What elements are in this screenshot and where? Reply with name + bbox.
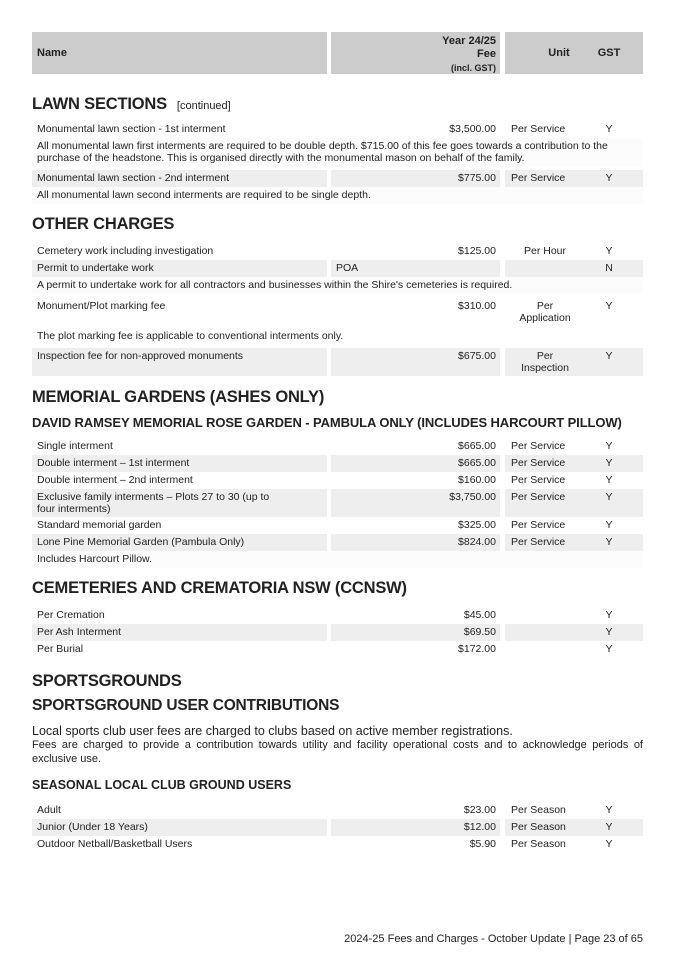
table-row bbox=[32, 121, 643, 138]
header-fee bbox=[331, 32, 500, 74]
fee-name: Per Cremation bbox=[37, 609, 105, 621]
fee-amount: $12.00 bbox=[331, 819, 500, 836]
fee-unit: Per Service bbox=[511, 474, 566, 486]
table-row bbox=[32, 260, 643, 277]
subsection-title-rose-garden: DAVID RAMSEY MEMORIAL ROSE GARDEN - PAMBULA ONLY (INCLUDES HARCOURT PILLOW) bbox=[32, 415, 622, 430]
table-row bbox=[32, 534, 643, 551]
fee-gst: N bbox=[585, 260, 643, 277]
fee-name: Per Ash Interment bbox=[32, 624, 327, 641]
fee-amount: $5.90 bbox=[469, 838, 496, 850]
fee-name: Permit to undertake work bbox=[32, 260, 327, 277]
fee-unit-line1: Per bbox=[536, 300, 554, 312]
fee-amount: POA bbox=[331, 260, 500, 277]
table-row bbox=[32, 819, 643, 836]
fee-name: Lone Pine Memorial Garden (Pambula Only) bbox=[32, 534, 327, 551]
fee-unit bbox=[505, 348, 585, 376]
continued-label: [continued] bbox=[176, 100, 231, 112]
fee-name: Outdoor Netball/Basketball Users bbox=[37, 838, 193, 850]
fee-name: Monumental lawn section - 2nd interment bbox=[32, 170, 327, 187]
fee-amount: $45.00 bbox=[463, 609, 496, 621]
sportsgrounds-intro: Local sports club user fees are charged to clubs based on active member registrations. bbox=[32, 724, 513, 738]
fee-gst: Y bbox=[585, 489, 643, 517]
header-unit-gst bbox=[505, 32, 643, 74]
fee-amount: $310.00 bbox=[458, 300, 496, 312]
fee-gst: Y bbox=[585, 348, 643, 376]
fee-unit-line2: Inspection bbox=[521, 362, 569, 374]
fee-unit: Per Service bbox=[511, 519, 566, 531]
fee-unit bbox=[505, 624, 585, 641]
table-row bbox=[32, 624, 643, 641]
fee-unit bbox=[505, 298, 585, 326]
lawn-title-text: LAWN SECTIONS bbox=[32, 95, 167, 113]
fee-name: Junior (Under 18 Years) bbox=[32, 819, 327, 836]
table-row bbox=[32, 455, 643, 472]
fee-amount: $665.00 bbox=[458, 440, 496, 452]
fee-gst: Y bbox=[605, 838, 613, 850]
table-row bbox=[32, 802, 643, 819]
fee-gst: Y bbox=[585, 624, 643, 641]
seasonal-table bbox=[32, 802, 643, 853]
fee-unit-line2: Application bbox=[519, 312, 571, 324]
table-row bbox=[32, 607, 643, 624]
fee-unit: Per Service bbox=[505, 489, 585, 517]
fee-unit-line1: Per bbox=[536, 350, 554, 362]
fee-amount: $125.00 bbox=[458, 245, 496, 257]
fee-amount: $325.00 bbox=[458, 519, 496, 531]
table-row bbox=[32, 836, 643, 853]
fee-gst: Y bbox=[585, 534, 643, 551]
fee-unit: Per Season bbox=[511, 804, 566, 816]
lawn-table bbox=[32, 121, 643, 204]
fee-name: Monument/Plot marking fee bbox=[37, 300, 166, 312]
header-fee-year: Year 24/25 bbox=[442, 35, 496, 47]
fee-name: Monumental lawn section - 1st interment bbox=[37, 123, 226, 135]
fee-amount: $3,750.00 bbox=[331, 489, 500, 517]
fee-name: Cemetery work including investigation bbox=[37, 245, 214, 257]
fee-name: Double interment – 2nd interment bbox=[37, 474, 193, 486]
fee-gst: Y bbox=[585, 455, 643, 472]
ccnsw-table bbox=[32, 607, 643, 658]
fee-amount: $675.00 bbox=[331, 348, 500, 376]
fee-gst: Y bbox=[605, 123, 613, 135]
table-row bbox=[32, 489, 643, 517]
row-note: All monumental lawn second interments are required to be single depth. bbox=[32, 187, 643, 204]
table-row bbox=[32, 348, 643, 376]
table-header bbox=[32, 32, 643, 74]
fee-amount: $824.00 bbox=[331, 534, 500, 551]
header-name: Name bbox=[32, 32, 327, 74]
fee-unit: Per Season bbox=[505, 819, 585, 836]
fee-unit: Per Service bbox=[505, 170, 585, 187]
fee-name: Double interment – 1st interment bbox=[32, 455, 327, 472]
row-note: All monumental lawn first interments are required to be double depth. $715.00 of this fee goes towards a contribution to the purchase of the headstone. This is organised directly with the monumental mason on behalf of the family. bbox=[32, 138, 643, 167]
fee-unit: Per Season bbox=[511, 838, 566, 850]
header-fee-label: Fee bbox=[477, 48, 496, 60]
section-title-user-contributions: SPORTSGROUND USER CONTRIBUTIONS bbox=[32, 697, 340, 714]
header-unit: Unit bbox=[548, 47, 570, 59]
fee-name: Exclusive family interments – Plots 27 to 30 (up to four interments) bbox=[32, 489, 327, 517]
fee-gst: Y bbox=[585, 819, 643, 836]
fee-gst: Y bbox=[605, 519, 613, 531]
row-note: The plot marking fee is applicable to conventional interments only. bbox=[32, 326, 643, 348]
table-row bbox=[32, 170, 643, 187]
fee-unit: Per Hour bbox=[523, 245, 566, 257]
fee-name: Single interment bbox=[37, 440, 113, 452]
fee-name: Per Burial bbox=[37, 643, 84, 655]
sportsgrounds-description: Fees are charged to provide a contribution towards utility and facility operational costs and to acknowledge periods of exclusive use. bbox=[32, 739, 643, 765]
table-row bbox=[32, 641, 643, 658]
header-fee-note: (incl. GST) bbox=[451, 63, 496, 73]
table-row bbox=[32, 243, 643, 260]
section-title-memorial-gardens: MEMORIAL GARDENS (ASHES ONLY) bbox=[32, 388, 325, 406]
subsection-title-seasonal: SEASONAL LOCAL CLUB GROUND USERS bbox=[32, 778, 292, 792]
table-row bbox=[32, 472, 643, 489]
fee-unit: Per Service bbox=[511, 123, 566, 135]
fee-amount: $172.00 bbox=[458, 643, 496, 655]
fee-gst: Y bbox=[605, 643, 613, 655]
other-charges-table bbox=[32, 243, 643, 376]
fee-name: Standard memorial garden bbox=[37, 519, 162, 531]
fee-gst: Y bbox=[605, 440, 613, 452]
fee-name: Inspection fee for non-approved monuments bbox=[32, 348, 327, 376]
section-title-lawn bbox=[32, 95, 643, 114]
fee-gst: Y bbox=[605, 609, 613, 621]
fee-name: Adult bbox=[37, 804, 61, 816]
header-gst: GST bbox=[597, 47, 621, 59]
section-title-sportsgrounds: SPORTSGROUNDS bbox=[32, 672, 182, 690]
fee-amount: $160.00 bbox=[458, 474, 496, 486]
fee-gst: Y bbox=[605, 474, 613, 486]
fee-unit bbox=[505, 641, 585, 658]
fee-amount: $23.00 bbox=[463, 804, 496, 816]
table-row bbox=[32, 438, 643, 455]
table-row bbox=[32, 517, 643, 534]
fee-unit: Per Service bbox=[511, 440, 566, 452]
row-note: Includes Harcourt Pillow. bbox=[32, 551, 643, 568]
table-row bbox=[32, 298, 643, 326]
memorial-gardens-table bbox=[32, 438, 643, 568]
page-footer: 2024-25 Fees and Charges - October Update | Page 23 of 65 bbox=[344, 933, 643, 945]
fee-amount: $3,500.00 bbox=[449, 123, 496, 135]
fee-gst: Y bbox=[605, 245, 613, 257]
section-title-other-charges: OTHER CHARGES bbox=[32, 215, 175, 233]
fee-amount: $69.50 bbox=[331, 624, 500, 641]
row-note: A permit to undertake work for all contractors and businesses within the Shire's cemeteries is required. bbox=[32, 277, 643, 294]
fee-unit bbox=[505, 260, 585, 277]
fee-unit: Per Service bbox=[505, 455, 585, 472]
fee-gst: Y bbox=[585, 170, 643, 187]
fee-gst: Y bbox=[605, 804, 613, 816]
fee-amount: $665.00 bbox=[331, 455, 500, 472]
fee-unit: Per Service bbox=[505, 534, 585, 551]
fee-unit bbox=[505, 607, 585, 624]
fees-page bbox=[32, 32, 643, 853]
fee-amount: $775.00 bbox=[331, 170, 500, 187]
fee-gst: Y bbox=[605, 300, 613, 312]
section-title-ccnsw: CEMETERIES AND CREMATORIA NSW (CCNSW) bbox=[32, 579, 407, 597]
